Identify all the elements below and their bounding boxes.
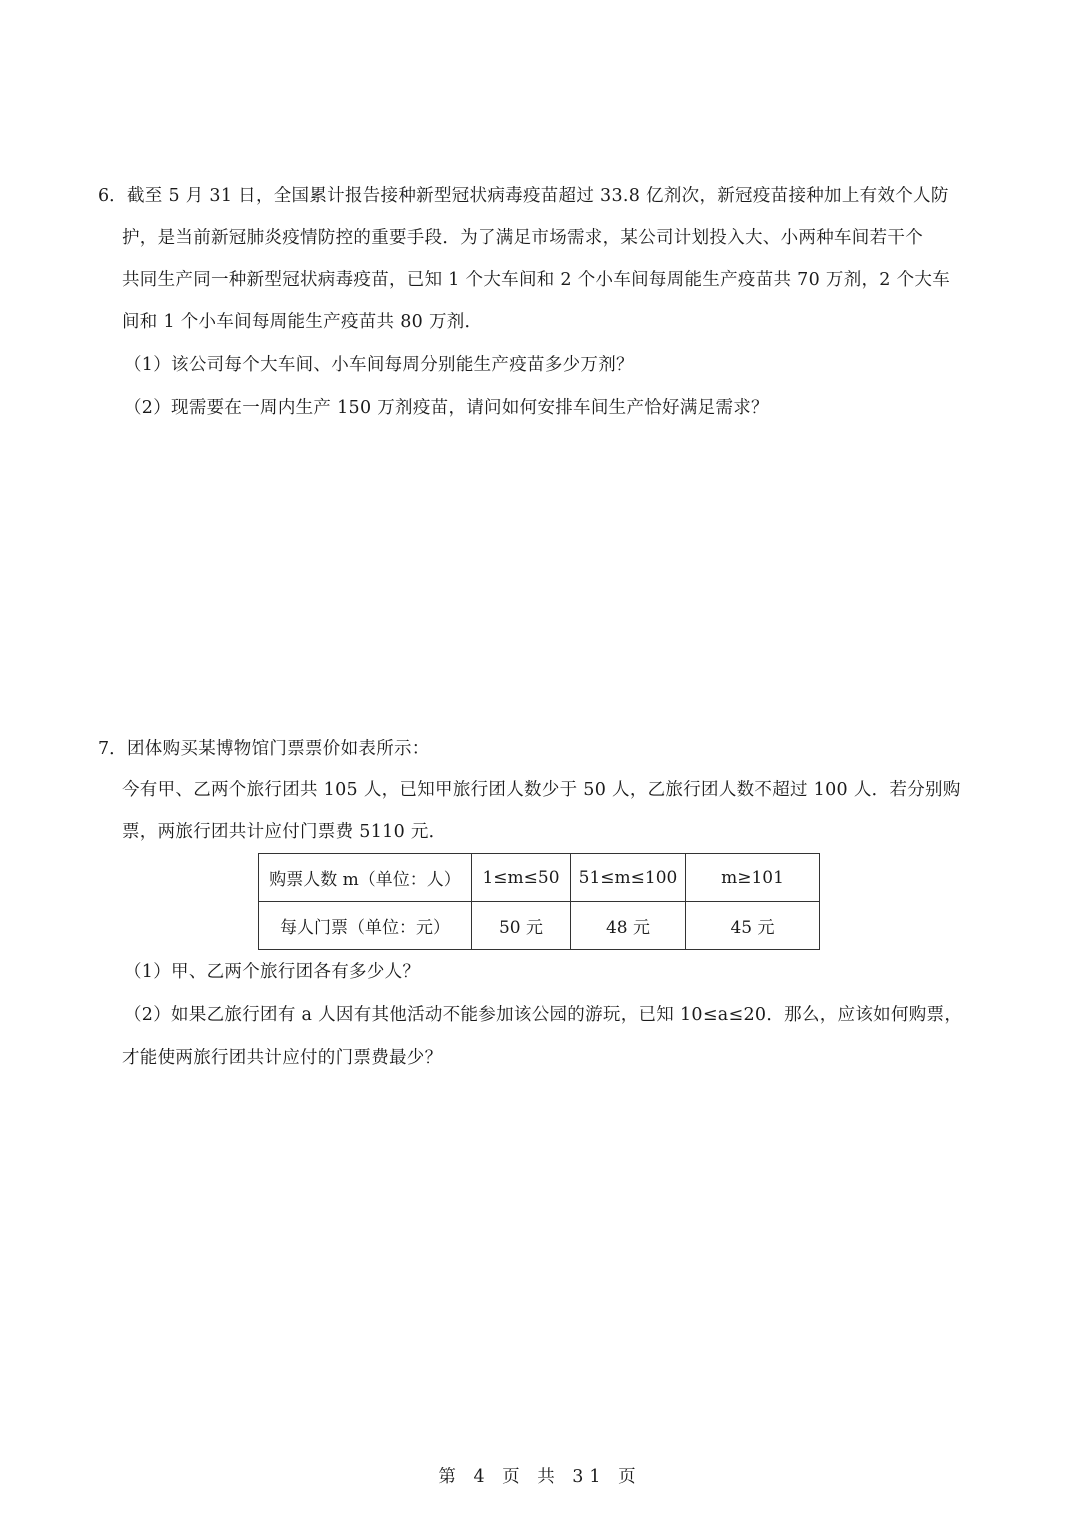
- table-cell: m≥101: [686, 854, 820, 902]
- question-6-line-4: 间和 1 个小车间每周能生产疫苗共 80 万剂．: [122, 312, 483, 332]
- table-cell: 购票人数 m（单位：人）: [259, 854, 472, 902]
- question-6-line-1: 截至 5 月 31 日，全国累计报告接种新型冠状病毒疫苗超过 33.8 亿剂次，新冠疫苗接种加上有效个人防: [127, 186, 949, 206]
- question-6-number: 6．: [98, 186, 127, 206]
- question-6-sub-1: （1）该公司每个大车间、小车间每周分别能生产疫苗多少万剂？: [124, 355, 634, 375]
- question-7-line-1: 今有甲、乙两个旅行团共 105 人，已知甲旅行团人数少于 50 人，乙旅行团人数不超过 100 人．若分别购: [122, 780, 961, 800]
- ticket-price-table: [258, 853, 820, 950]
- table-cell: 48 元: [571, 902, 686, 950]
- question-7-intro: 团体购买某博物馆门票票价如表所示：: [127, 739, 430, 759]
- table-row: [259, 902, 820, 950]
- question-7-sub-2-line-2: 才能使两旅行团共计应付的门票费最少？: [122, 1048, 443, 1068]
- page-footer: 第 4 页 共 31 页: [438, 1467, 642, 1487]
- question-7-sub-1: （1）甲、乙两个旅行团各有多少人？: [124, 962, 421, 982]
- question-6-sub-2: （2）现需要在一周内生产 150 万剂疫苗，请问如何安排车间生产恰好满足需求？: [124, 398, 769, 418]
- question-6-line-3: 共同生产同一种新型冠状病毒疫苗，已知 1 个大车间和 2 个小车间每周能生产疫苗共 70 万剂，2 个大车: [122, 270, 951, 290]
- table-cell: 每人门票（单位：元）: [259, 902, 472, 950]
- table-cell: 45 元: [686, 902, 820, 950]
- question-7-sub-2-line-1: （2）如果乙旅行团有 a 人因有其他活动不能参加该公园的游玩，已知 10≤a≤20．那么，应该如何购票，: [124, 1005, 963, 1025]
- table-cell: 51≤m≤100: [571, 854, 686, 902]
- question-6-line-2: 护，是当前新冠肺炎疫情防控的重要手段．为了满足市场需求，某公司计划投入大、小两种车间若干个: [122, 228, 923, 248]
- table-row: [259, 854, 820, 902]
- question-7-number: 7．: [98, 739, 127, 759]
- question-7-line-2: 票，两旅行团共计应付门票费 5110 元．: [122, 822, 447, 842]
- table-cell: 1≤m≤50: [472, 854, 571, 902]
- table-cell: 50 元: [472, 902, 571, 950]
